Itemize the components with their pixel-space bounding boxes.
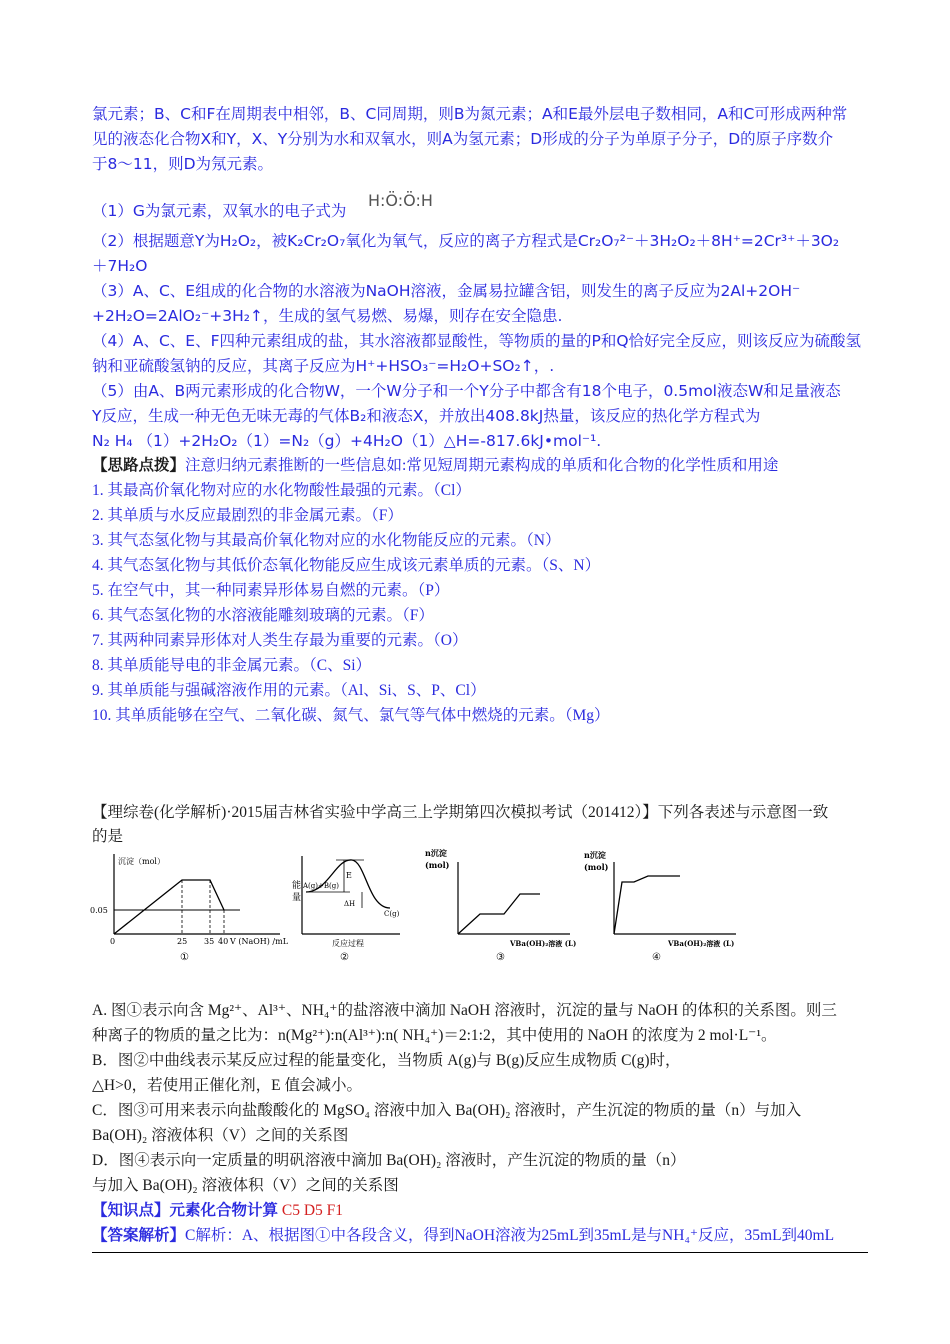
fig1-xlabel: V (NaOH) /mL [230,937,289,946]
fig2-label-c: C(g) [384,910,400,918]
fig3-number: ③ [496,952,505,963]
knowledge-codes: C5 D5 F1 [281,1202,344,1219]
electron-formula-svg [368,186,448,212]
fig2-ylabel: 量 [292,893,302,903]
knowledge-line [92,1200,343,1222]
tip-item: 8. 其单质能导电的非金属元素。（C、Si） [92,657,372,674]
part3-line: （3）A、C、E组成的化合物的水溶液为NaOH溶液，金属易拉罐含铝，则发生的离子反应为2Al+2OH⁻ [92,282,801,300]
fig1-xtick: 25 [177,937,188,946]
solution-line: 于8～11，则D为氖元素。 [92,155,274,173]
fig3-ylabel: (mol) [425,860,450,870]
part5-line: （5）由A、B两元素形成的化合物W，一个W分子和一个Y分子中都含有18个电子，0.5mol液态W和足量液态 [92,382,841,400]
tip-item: 4. 其气态氢化物与其低价态氧化物能反应生成该元素单质的元素。（S、N） [92,557,601,574]
tip-item: 6. 其气态氢化物的水溶液能雕刻玻璃的元素。（F） [92,607,434,624]
fig4-ylabel: (mol) [584,862,609,872]
electron-formula-image [368,186,448,216]
fig3-curve [458,894,540,934]
fig1-ytick: 0.05 [90,906,108,915]
fig2-label-dh: ΔH [344,900,356,908]
question-line: 【理综卷(化学解析)·2015届吉林省实验中学高三上学期第四次模拟考试（201412）】下列各表述与示意图一致 [92,804,829,821]
figure-4 [584,850,736,963]
option-line: △H>0，若使用正催化剂，E 值会减小。 [92,1077,362,1094]
tip-item: 1. 其最高价氧化物对应的水化物酸性最强的元素。（Cl） [92,482,471,499]
figure-2 [292,856,400,963]
solution-line: 氯元素；B、C和F在周期表中相邻，B、C同周期，则B为氮元素；A和E最外层电子数相同，A和C可形成两种常 [92,105,848,123]
fig1-xtick: 35 [204,937,215,946]
option-line: 种离子的物质的量之比为：n(Mg²⁺):n(Al³⁺):n( NH₄⁺)＝2:1:2，其中使用的 NaOH 的浓度为 2 mol·L⁻¹。 [92,1027,777,1044]
figure-3 [425,848,576,963]
tip-item: 3. 其气态氢化物与其最高价氧化物对应的水化物能反应的元素。（N） [92,532,561,549]
fig2-xlabel: 反应过程 [332,939,364,948]
part2-line: ＋7H₂O [92,257,148,275]
part4-line: （4）A、C、E、F四种元素组成的盐，其水溶液都显酸性，等物质的量的P和Q恰好完全反应，则该反应为硫酸氢 [92,332,862,350]
fig1-xtick: 40 [218,937,229,946]
fig1-curve [114,880,224,934]
bottom-rule [92,1252,868,1253]
fig2-number: ② [340,952,349,963]
part5-line: Y反应，生成一种无色无味无毒的气体B₂和液态X，并放出408.8kJ热量，该反应的热化学方程式为 [92,407,761,425]
option-line: D．图④表示向一定质量的明矾溶液中滴加 Ba(OH)₂ 溶液时，产生沉淀的物质的量（n） [92,1152,686,1169]
figure-1 [90,854,289,963]
option-line: C．图③可用来表示向盐酸酸化的 MgSO₄ 溶液中加入 Ba(OH)₂ 溶液时，产生沉淀的物质的量（n）与加入 [92,1102,802,1119]
answer-label: 【答案解析】 [92,1227,186,1244]
option-line: B．图②中曲线表示某反应过程的能量变化，当物质 A(g)与 B(g)反应生成物质 C(g)时， [92,1052,681,1069]
tip-item: 9. 其单质能与强碱溶液作用的元素。（Al、Si、S、P、Cl） [92,682,486,699]
fig1-number: ① [180,952,189,963]
part2-line: （2）根据题意Y为H₂O₂，被K₂Cr₂O₇氧化为氧气，反应的离子方程式是Cr₂O₇²⁻＋3H₂O₂＋8H⁺=2Cr³⁺＋3O₂ [92,232,840,250]
answer-line [92,1225,834,1247]
figures-row [90,848,760,964]
electron-formula: H:Ö:Ö:H [368,191,433,210]
fig4-ylabel: n沉淀 [584,850,606,860]
option-line: Ba(OH)₂ 溶液体积（V）之间的关系图 [92,1127,349,1144]
fig4-number: ④ [652,952,661,963]
answer-text: C解析：A、根据图①中各段含义，得到NaOH溶液为25mL到35mL是与NH₄⁺反应，35mL到40mL [185,1227,835,1244]
part3-line: +2H₂O=2AlO₂⁻+3H₂↑，生成的氢气易燃、易爆，则存在安全隐患. [92,307,563,325]
fig2-label-ab: A(g)+B(g) [303,882,339,890]
fig2-ylabel: 能 [292,881,302,891]
fig2-label-e: E [346,871,352,880]
part4-line: 钠和亚硫酸氢钠的反应，其离子反应为H⁺+HSO₃⁻=H₂O+SO₂↑，. [92,357,555,375]
tip-item: 2. 其单质与水反应最剧烈的非金属元素。（F） [92,507,403,524]
fig1-xtick: 0 [110,937,116,946]
tip-item: 10. 其单质能够在空气、二氧化碳、氮气、氯气等气体中燃烧的元素。（Mg） [92,707,610,724]
tips-heading-line [92,455,778,477]
fig3-xlabel: VBa(OH)₂溶液 (L) [510,939,577,948]
knowledge-label: 【知识点】元素化合物计算 [92,1202,279,1219]
tip-item: 7. 其两种同素异形体对人类生存最为重要的元素。（O） [92,632,468,649]
question-line: 的是 [92,828,124,845]
option-line: 与加入 Ba(OH)₂ 溶液体积（V）之间的关系图 [92,1177,399,1194]
tips-intro: 注意归纳元素推断的一些信息如:常见短周期元素构成的单质和化合物的化学性质和用途 [185,457,779,474]
solution-line: 见的液态化合物X和Y，X、Y分别为水和双氧水，则A为氢元素；D形成的分子为单原子分子，D的原子序数介 [92,130,834,148]
tips-heading: 【思路点拨】 [92,457,186,474]
part1-text: （1）G为氯元素，双氧水的电子式为 [92,202,347,220]
fig3-ylabel: n沉淀 [425,848,447,858]
part5-line: N₂ H₄ （1）+2H₂O₂（1）=N₂（g）+4H₂O（1）△H=-817.6kJ•mol⁻¹. [92,432,602,450]
fig1-ylabel: 沉淀（mol） [118,857,165,866]
tip-item: 5. 在空气中，其一种同素异形体易自燃的元素。（P） [92,582,450,599]
fig4-xlabel: VBa(OH)₂溶液 (L) [668,939,735,948]
figures-svg [90,848,760,964]
fig4-curve [614,876,680,934]
option-line: A. 图①表示向含 Mg²⁺、Al³⁺、NH₄⁺的盐溶液中滴加 NaOH 溶液时，沉淀的量与 NaOH 的体积的关系图。则三 [92,1002,837,1019]
